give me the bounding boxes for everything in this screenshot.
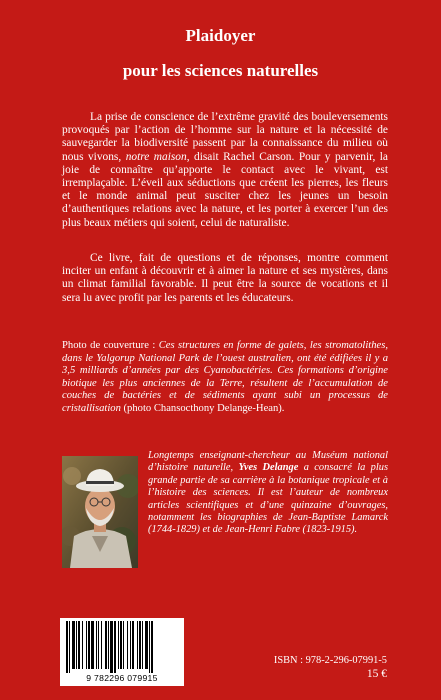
cover-photo-caption: [62, 340, 388, 416]
barcode-bar: [91, 621, 94, 669]
blurb-paragraph-1: [62, 111, 388, 230]
barcode-bar: [76, 621, 77, 669]
barcode-bar: [137, 621, 138, 669]
barcode-bar: [66, 621, 68, 673]
barcode-bar: [96, 621, 97, 669]
caption-italic: Ces structures en forme de galets, les stromatolithes, dans le Yalgorup National Park de l’ouest australien, ont été édifiées il y a 3,5 milliards d’années par des Cyanobactéries. Ces formations d’origine biotique les plus anciennes de la Terre, résultent de l’accumulation de couches de bactéries et de sédiments ayant subi un processus de cristallisation: [62, 340, 388, 414]
barcode-bar: [69, 621, 70, 673]
barcode-bar: [139, 621, 141, 669]
blurb-paragraph-2: Ce livre, fait de questions et de réponses, montre comment inciter un enfant à découvrir et à aimer la nature et ses mystères, dans un climat familial favorable. Il peut être la source de vocations et il sera lu avec profit par les parents et les éducateurs.: [62, 252, 388, 304]
author-portrait-image: [62, 456, 138, 568]
barcode-bar: [151, 621, 153, 673]
barcode-bar: [82, 621, 83, 669]
author-bio: Longtemps enseignant-chercheur au Muséum national d’histoire naturelle, Yves Delange a consacré la plus grande partie de sa carrière à la botanique tropicale et à l’histoire des sciences. Il est l’auteur de nombreux articles scientifiques et d’une quinzaine d’ouvrages, notamment les biographies de Jean-Baptiste Lamarck (1744-1829) et de Jean-Henri Fabre (1823-1915).: [148, 450, 388, 536]
barcode-bar: [127, 621, 128, 669]
barcode-bar: [132, 621, 134, 669]
barcode-bar: [114, 621, 116, 673]
barcode-bar: [123, 621, 124, 669]
author-name: Yves Delange: [238, 462, 299, 474]
barcode-bar: [101, 621, 102, 669]
barcode-bar: [105, 621, 107, 669]
blurb-emphasis: notre maison: [125, 150, 187, 163]
barcode-bar: [86, 621, 87, 669]
barcode-bar: [98, 621, 99, 669]
barcode-number: 9 782296 079915: [86, 673, 158, 683]
book-title: Plaidoyer: [185, 26, 256, 45]
barcode-bar: [108, 621, 109, 669]
barcode-bar: [130, 621, 131, 669]
barcode-bar: [142, 621, 143, 669]
barcode-bars: [60, 618, 184, 674]
barcode-bar: [145, 621, 148, 669]
price: 15 €: [366, 668, 387, 680]
barcode-bar: [110, 621, 113, 673]
isbn: ISBN : 978-2-296-07991-5: [273, 655, 387, 666]
blurb-text: La prise de conscience de l’extrême gravité des bouleversements provoqués par l’action de l’homme sur la nature et la nécessité de sauvegarder la biodiversité passent par la connaissance du milieu où nous vivons,: [62, 111, 388, 163]
book-subtitle: pour les sciences naturelles: [122, 61, 319, 80]
barcode-bar: [118, 621, 119, 669]
barcode-bar: [72, 621, 75, 669]
blurb-text: , disait Rachel Carson. Pour y parvenir, la joie de connaître qu’apporte le contact avec le vivant, est irremplaçable. L’éveil aux séductions que créent les pierres, les fleurs et le monde animal peut susciter chez les jeunes un besoin d’authentiques relations avec la nature, et les porter à exercer l’un des plus beaux métiers qui soient, celui de naturaliste.: [62, 150, 388, 229]
caption-prefix: Photo de couverture :: [62, 340, 159, 351]
barcode-bar: [78, 621, 80, 669]
barcode-bar: [88, 621, 90, 669]
author-photo: [62, 456, 138, 568]
barcode-bar: [120, 621, 122, 669]
barcode: [60, 618, 184, 686]
caption-credit: (photo Chansocthony Delange-Hean).: [120, 402, 285, 414]
barcode-bar: [149, 621, 150, 673]
